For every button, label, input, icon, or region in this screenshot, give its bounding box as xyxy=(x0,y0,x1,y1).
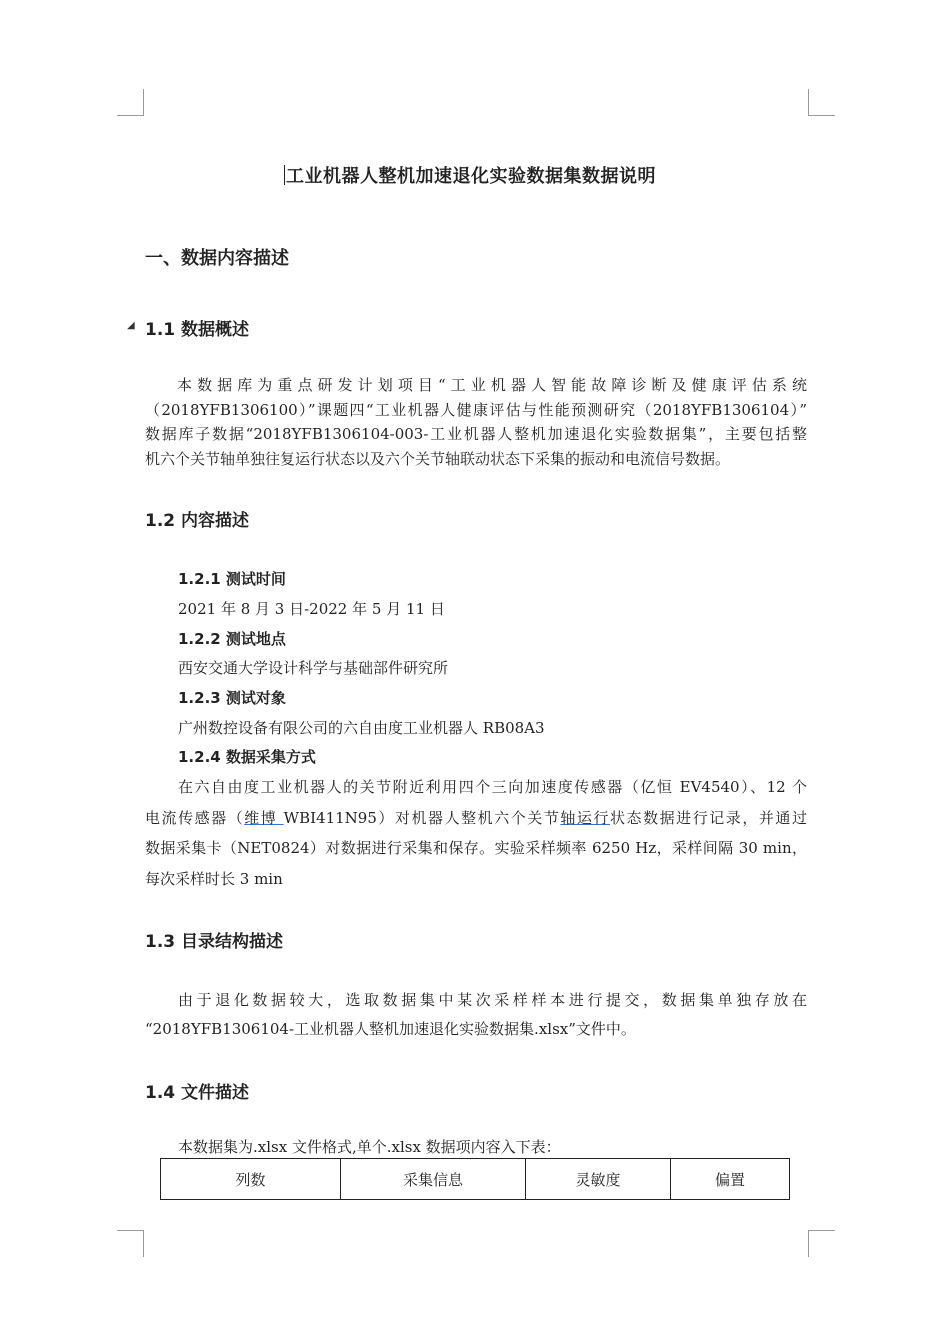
subsection-1-2-1-heading: 1.2.1 测试时间 xyxy=(178,570,286,588)
page-corner-mark-top-left xyxy=(117,89,144,116)
paragraph-line: 在六自由度工业机器人的关节附近利用四个三向加速度传感器（亿恒 EV4540）、12 个 xyxy=(178,778,807,796)
line-segment: WBI411N95）对机器人整机六个关节 xyxy=(283,808,561,827)
section-1-3-heading: 1.3 目录结构描述 xyxy=(145,932,284,952)
section-1-3-paragraph xyxy=(145,986,807,1044)
section-1-1-heading: 1.1 数据概述 xyxy=(145,320,250,340)
test-time-text: 2021 年 8 月 3 日-2022 年 5 月 11 日 xyxy=(178,600,445,618)
paragraph-line: 由于退化数据较大，选取数据集中某次采样样本进行提交，数据集单独存放在 xyxy=(178,991,807,1009)
subsection-1-2-3-heading: 1.2.3 测试对象 xyxy=(178,689,286,707)
collapse-marker-icon[interactable]: ◢ xyxy=(127,320,135,331)
paragraph-line: 机六个关节轴单独往复运行状态以及六个关节轴联动状态下采集的振动和电流信号数据。 xyxy=(145,449,731,468)
line-segment: 电流传感器（ xyxy=(145,808,245,827)
table-header-cell[interactable]: 灵敏度 xyxy=(526,1159,671,1200)
table-header-row xyxy=(161,1159,790,1200)
subsection-1-2-4-heading: 1.2.4 数据采集方式 xyxy=(178,748,316,766)
table-header-cell[interactable]: 偏置 xyxy=(671,1159,790,1200)
spellcheck-underline-word[interactable]: 维博 xyxy=(244,808,284,827)
spellcheck-underline-word[interactable]: 轴运行 xyxy=(560,808,610,827)
paragraph-line: （2018YFB1306100）”课题四“工业机器人健康评估与性能预测研究（2018YFB1306104）” xyxy=(145,400,807,419)
document-title xyxy=(284,162,656,188)
file-description-intro: 本数据集为.xlsx 文件格式,单个.xlsx 数据项内容入下表： xyxy=(178,1138,561,1156)
paragraph-line: 每次采样时长 3 min xyxy=(145,869,283,888)
test-location-text: 西安交通大学设计科学与基础部件研究所 xyxy=(178,659,449,677)
paragraph-line: 数据采集卡（NET0824）对数据进行采集和保存。实验采样频率 6250 Hz，采样间隔 30 min， xyxy=(145,839,807,857)
data-collection-paragraph xyxy=(145,772,807,894)
page-corner-mark-bottom-left xyxy=(117,1230,144,1257)
subsection-1-2-2-heading: 1.2.2 测试地点 xyxy=(178,630,286,648)
section-1-4-heading: 1.4 文件描述 xyxy=(145,1083,250,1103)
data-items-table xyxy=(160,1158,790,1200)
table-header-cell[interactable]: 采集信息 xyxy=(341,1159,526,1200)
document-title-text: 工业机器人整机加速退化实验数据集数据说明 xyxy=(286,166,656,187)
text-cursor xyxy=(284,165,285,185)
section-1-1-paragraph xyxy=(145,373,807,471)
paragraph-line xyxy=(145,803,807,834)
paragraph-line: 数据库子数据“2018YFB1306104-003-工业机器人整机加速退化实验数据集”，主要包括整 xyxy=(145,425,807,443)
page-corner-mark-bottom-right xyxy=(808,1230,835,1257)
section-1-heading: 一、数据内容描述 xyxy=(145,248,289,269)
table-header-cell[interactable]: 列数 xyxy=(161,1159,341,1200)
line-segment: 状态数据进行记录，并通过 xyxy=(610,808,807,827)
paragraph-line: “2018YFB1306104-工业机器人整机加速退化实验数据集.xlsx”文件中。 xyxy=(145,1020,636,1038)
section-1-2-heading: 1.2 内容描述 xyxy=(145,511,250,531)
test-object-text: 广州数控设备有限公司的六自由度工业机器人 RB08A3 xyxy=(178,719,545,737)
page-corner-mark-top-right xyxy=(808,89,835,116)
paragraph-line: 本数据库为重点研发计划项目“工业机器人智能故障诊断及健康评估系统 xyxy=(177,376,807,394)
